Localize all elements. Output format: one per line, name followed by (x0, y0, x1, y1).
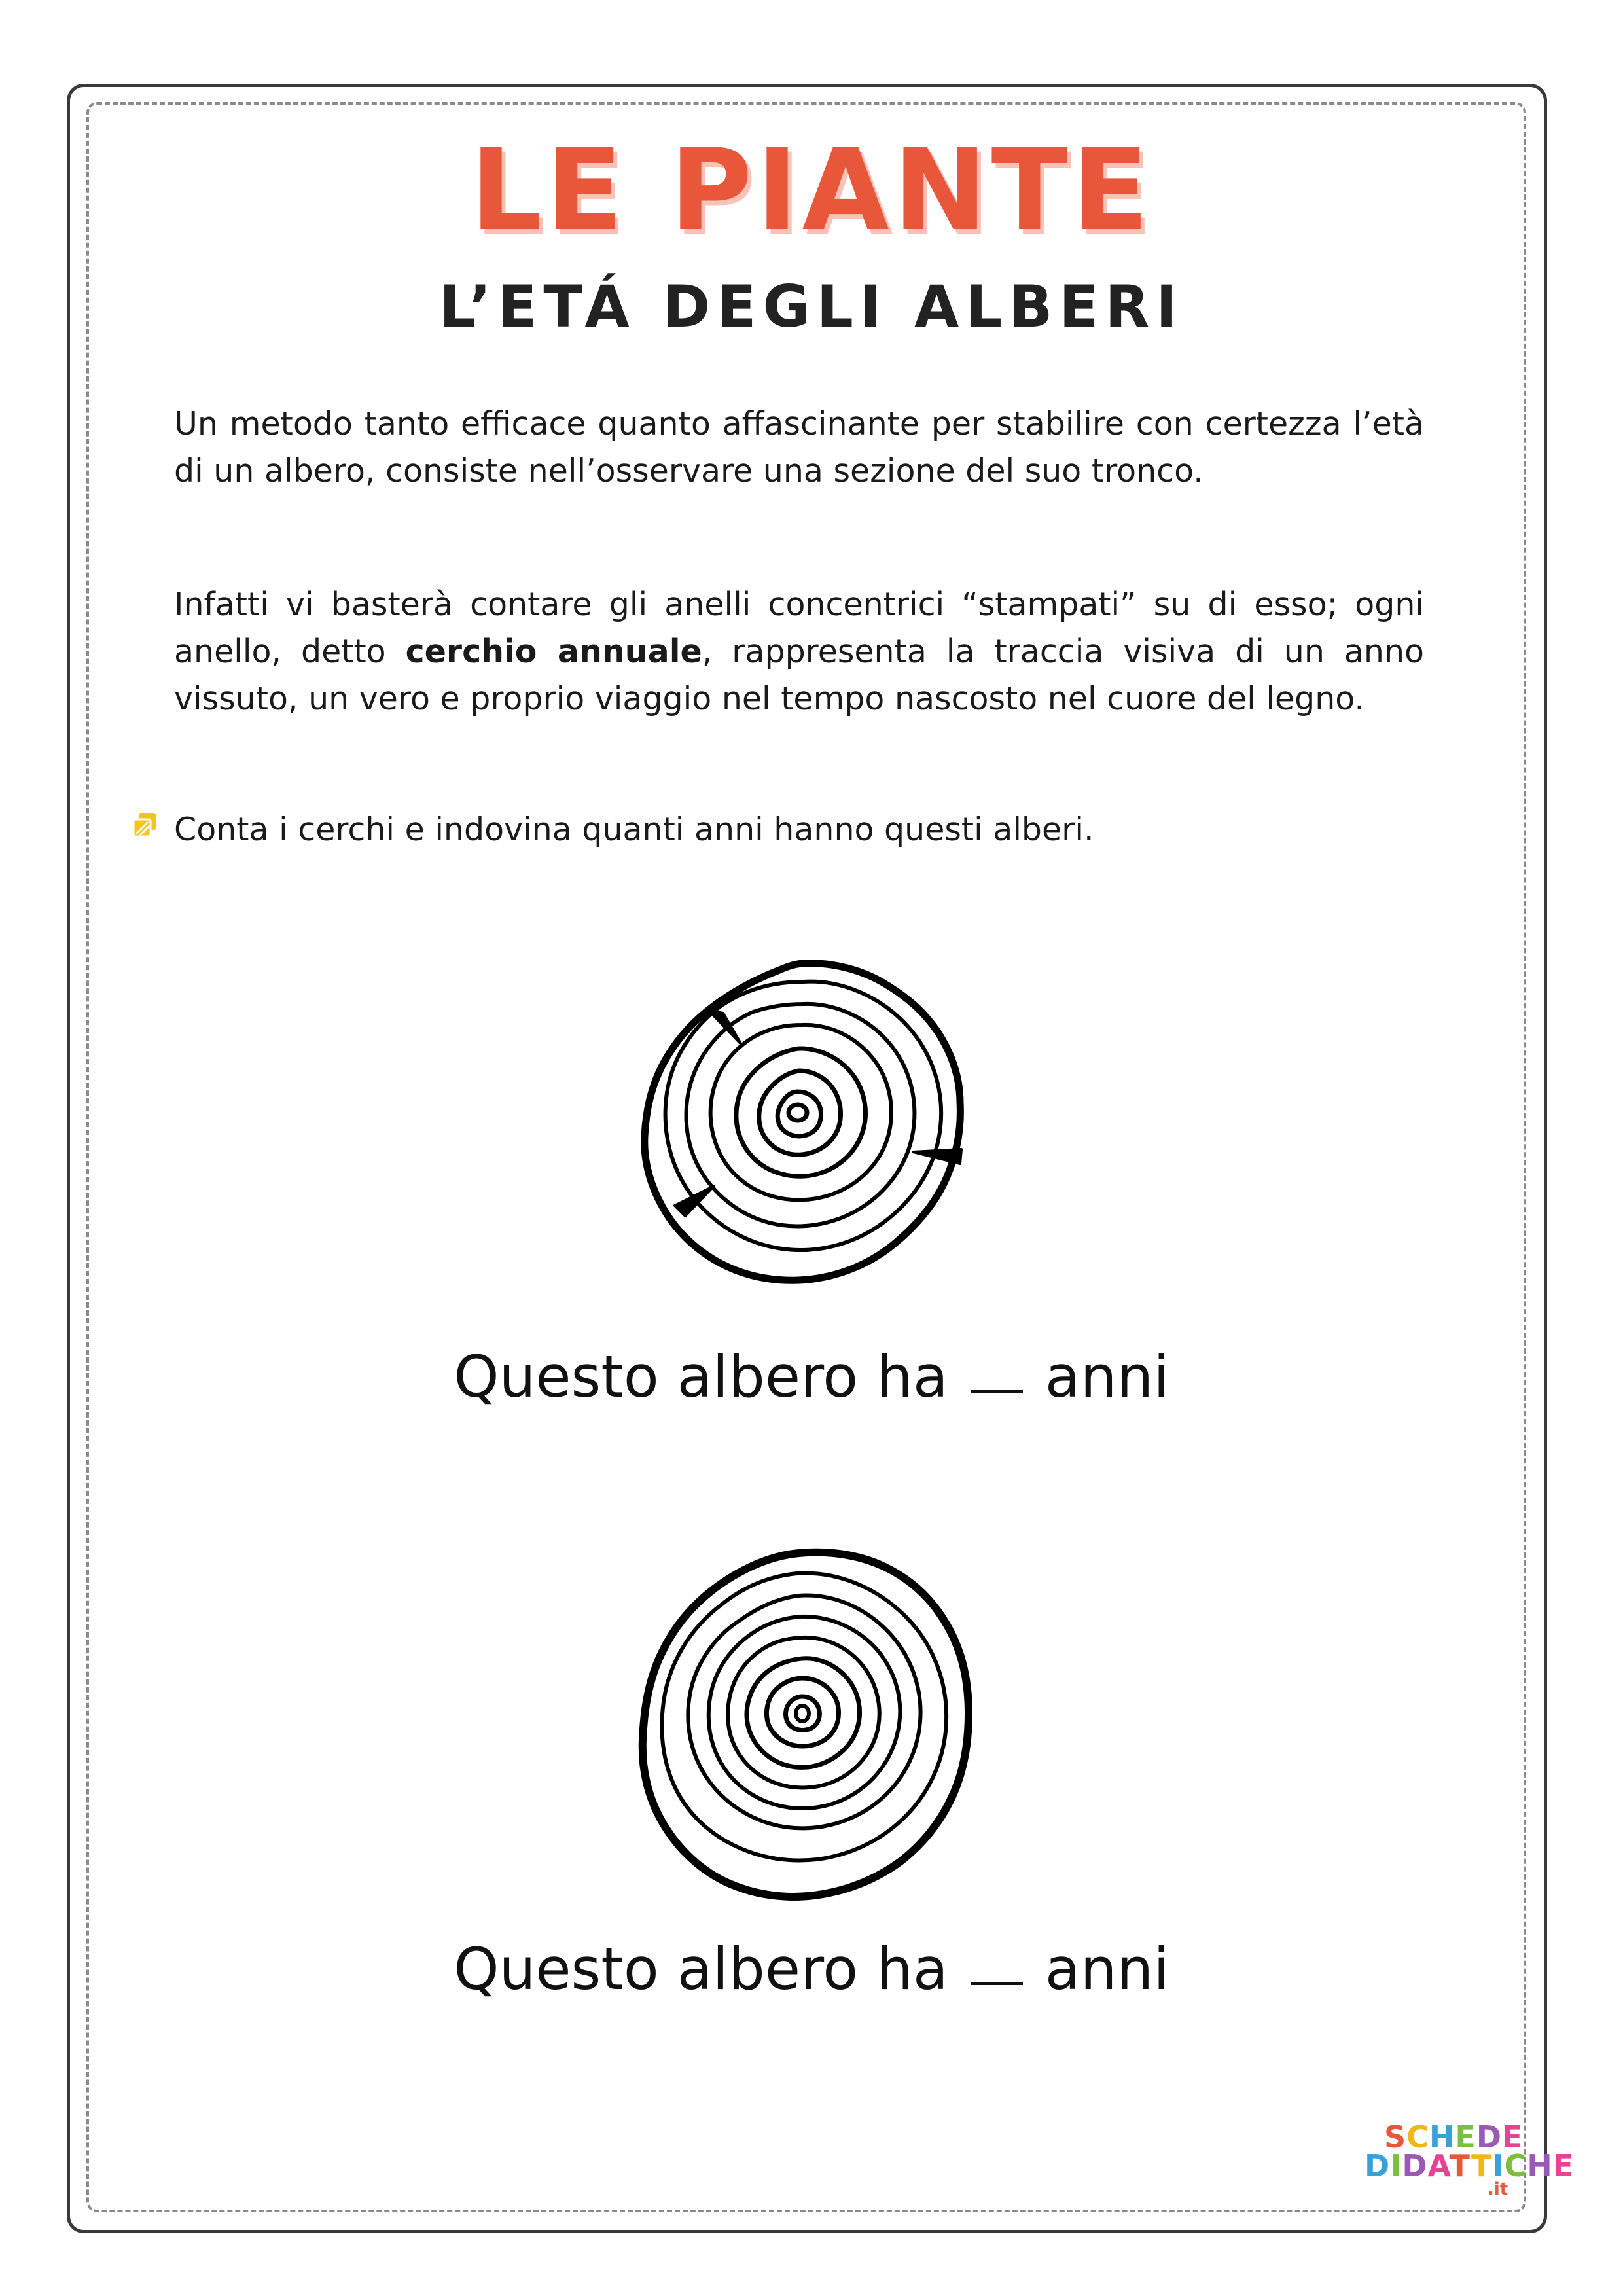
logo-letter: C (1504, 2148, 1527, 2183)
logo-letter: E (1502, 2119, 1524, 2155)
exercise-caption-1 (0, 1343, 1623, 1410)
task-instruction: Conta i cerchi e indovina quanti anni hanno questi alberi. (174, 811, 1094, 848)
logo-letter: I (1390, 2148, 1402, 2183)
logo-letter: T (1449, 2148, 1471, 2183)
pencil-note-icon (130, 810, 160, 840)
caption-unit: anni (1044, 1343, 1169, 1410)
logo-letter: D (1364, 2148, 1391, 2183)
logo-letter: I (1492, 2148, 1505, 2183)
logo-letter: D (1402, 2148, 1428, 2183)
logo-letter: H (1527, 2148, 1553, 2183)
logo-letter: E (1552, 2148, 1575, 2183)
intro-paragraph-1: Un metodo tanto efficace quanto affascinante per stabilire con certezza l’età di un albero, consiste nell’osservare una sezione del suo tronco. (174, 405, 1424, 490)
tree-rings-icon (628, 1545, 982, 1911)
page-title: LE PIANTE (470, 124, 1153, 256)
logo-suffix: .it (1488, 2179, 1508, 2199)
page-subtitle: L’ETÁ DEGLI ALBERI (438, 273, 1185, 340)
logo-line-2 (1364, 2148, 1574, 2183)
caption-text: Questo albero ha (454, 1343, 948, 1410)
logo-letter: E (1455, 2119, 1476, 2155)
intro-paragraph-2-start: Infatti vi basterà contare gli anelli concentrici “stampati” su di esso; ogni anello, detto (174, 586, 1424, 670)
tree-rings-icon (625, 956, 978, 1309)
logo (1364, 2119, 1575, 2204)
logo-letter: C (1406, 2119, 1429, 2155)
logo-letter: H (1429, 2119, 1455, 2155)
intro-paragraph-2 (174, 581, 1424, 723)
logo-letter: T (1471, 2148, 1493, 2183)
answer-blank[interactable] (971, 1390, 1023, 1393)
caption-text: Questo albero ha (454, 1935, 948, 2003)
caption-unit: anni (1044, 1935, 1169, 2003)
answer-blank[interactable] (971, 1982, 1023, 1985)
logo-letter: S (1384, 2119, 1407, 2155)
key-term: cerchio annuale (405, 633, 702, 670)
logo-letter: D (1476, 2119, 1503, 2155)
intro-paragraph-2-end: , rappresenta la traccia visiva di un anno vissuto, un vero e proprio viaggio nel tempo nascosto nel cuore del legno. (174, 633, 1424, 717)
exercise-caption-2 (0, 1935, 1623, 2003)
logo-letter: A (1427, 2148, 1450, 2183)
